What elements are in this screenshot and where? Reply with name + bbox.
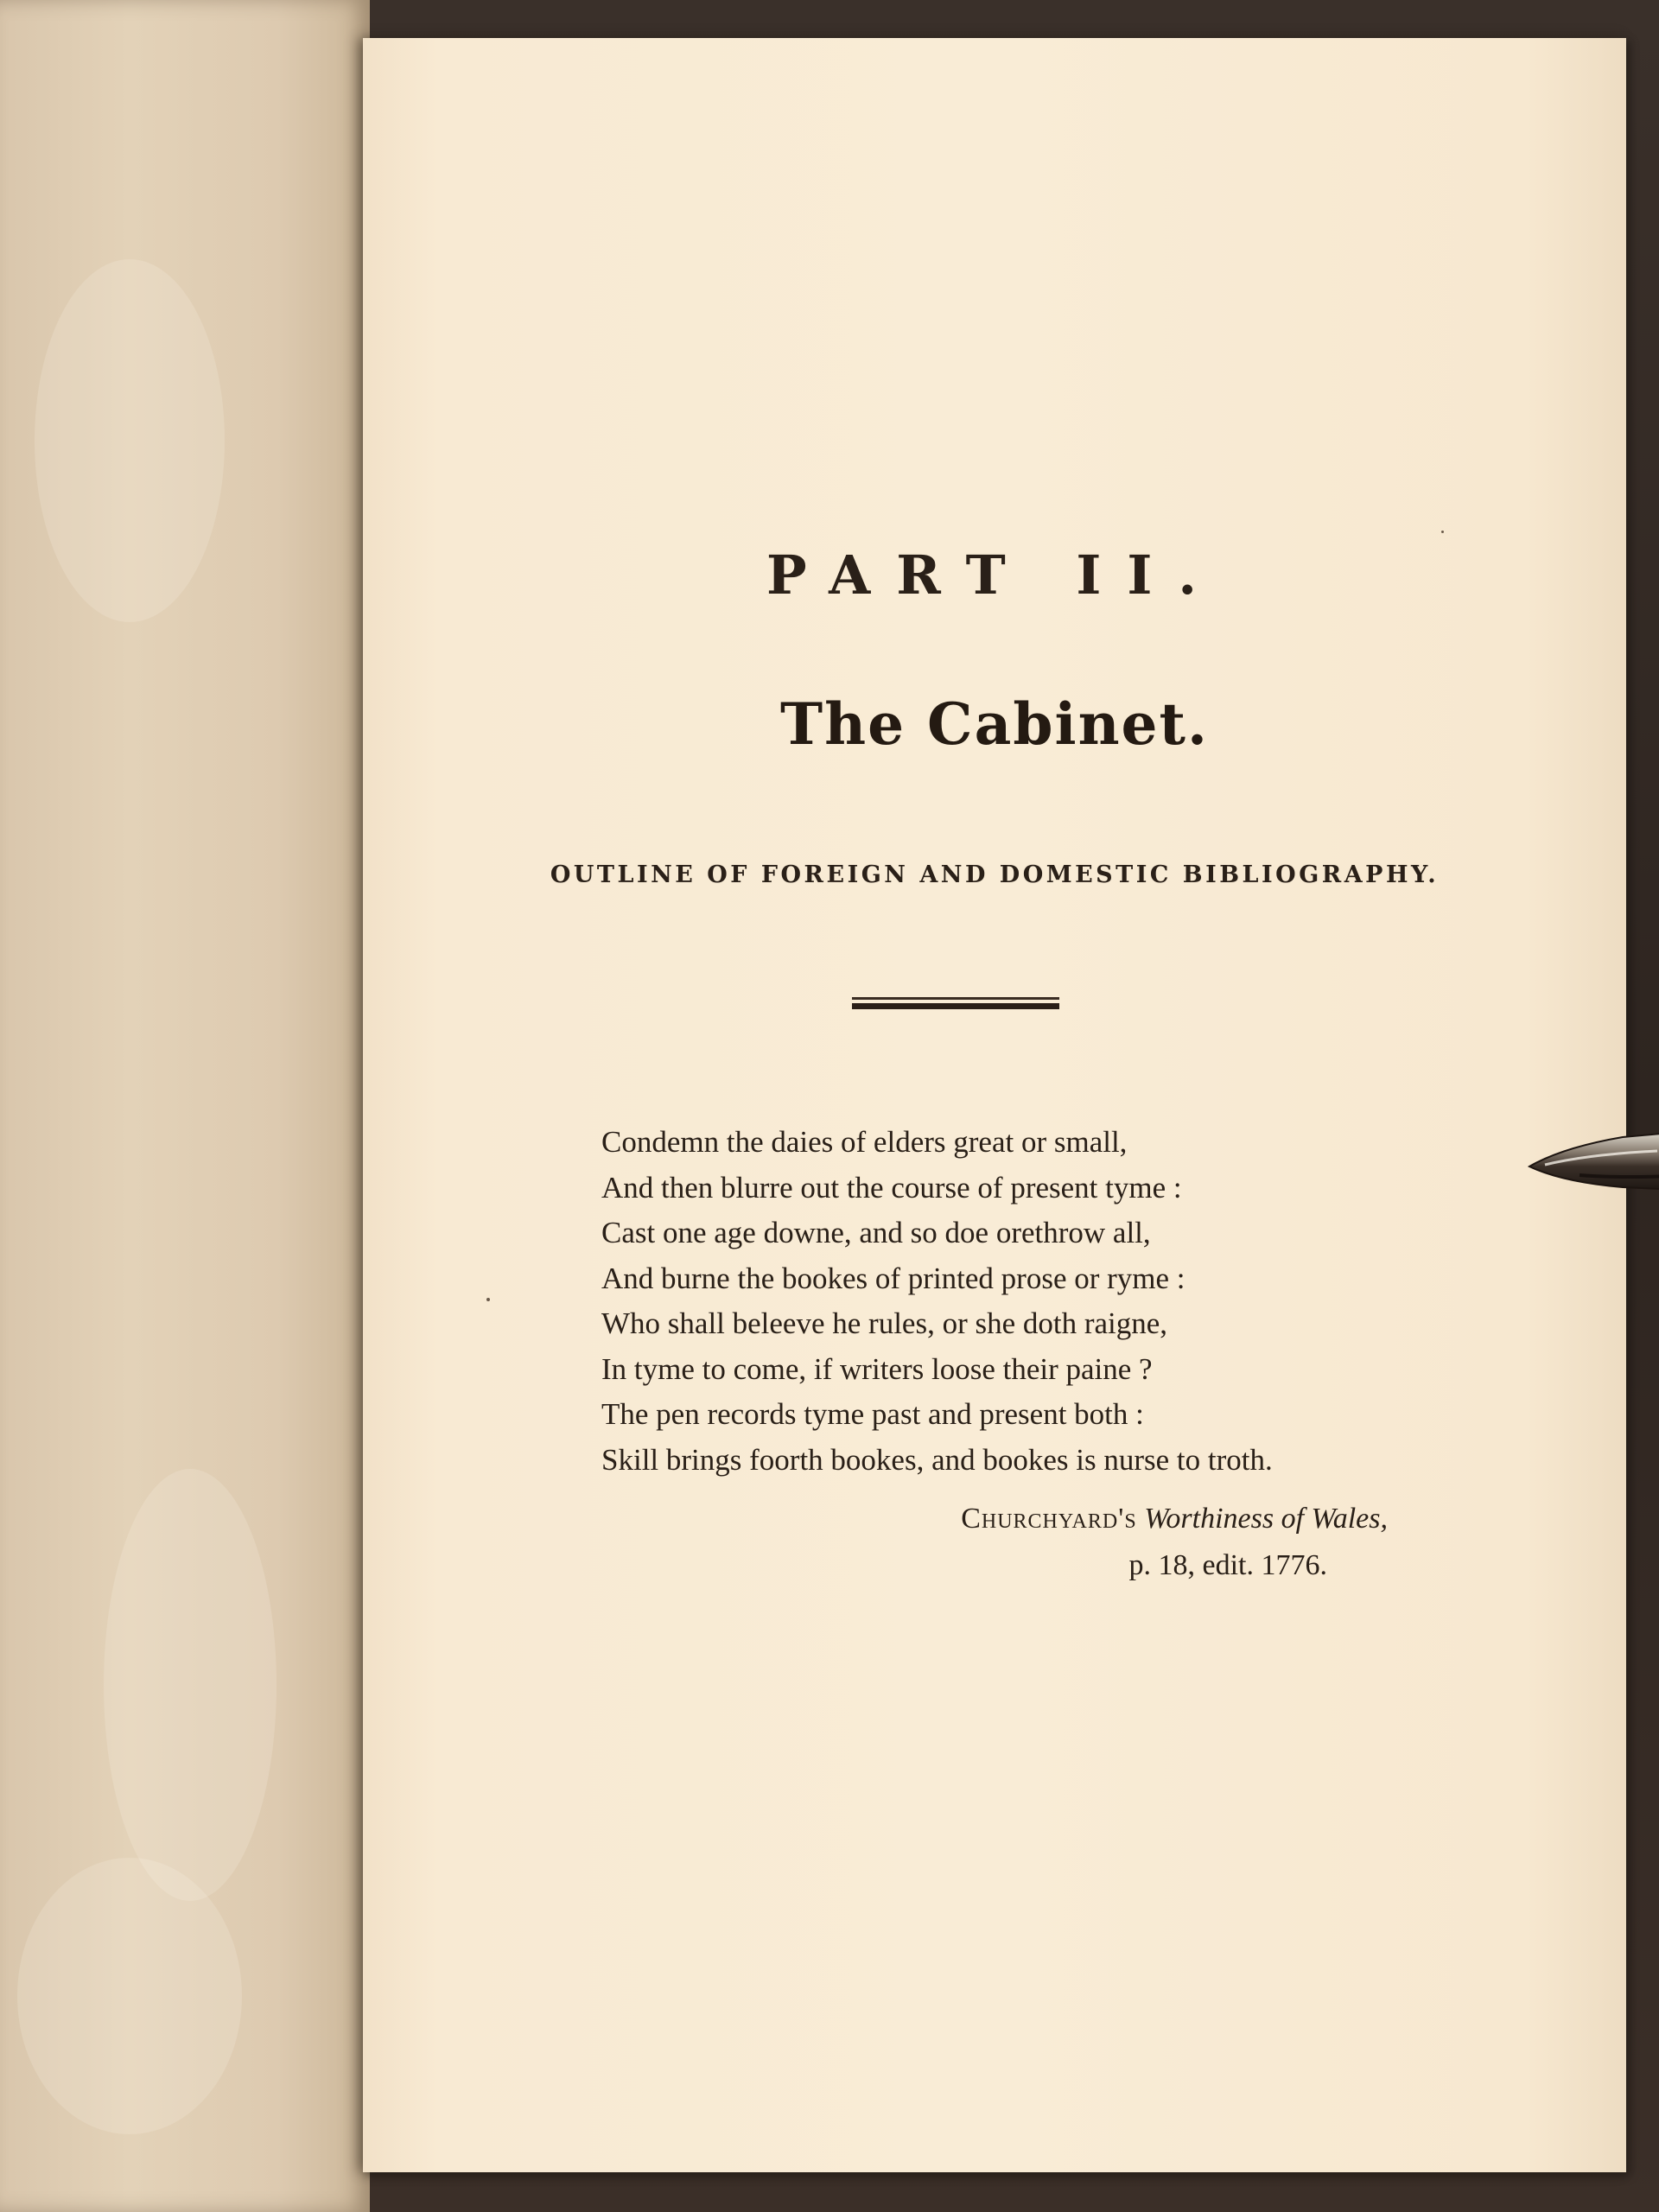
book-page: [363, 38, 1626, 2172]
paper-mottle: [17, 1858, 242, 2134]
poem-line: And burne the bookes of printed prose or ryme :: [601, 1261, 1185, 1295]
poem-line: Condemn the daies of elders great or small,: [601, 1125, 1128, 1159]
attribution-author: Churchyard's: [961, 1503, 1137, 1535]
paper-speck: [486, 1298, 490, 1301]
subtitle: OUTLINE OF FOREIGN AND DOMESTIC BIBLIOGRAPHY.: [550, 861, 1440, 888]
epigraph-poem: [601, 1120, 1465, 1483]
paper-mottle: [104, 1469, 276, 1901]
poem-line: And then blurre out the course of present tyme :: [601, 1170, 1182, 1205]
poem-line: In tyme to come, if writers loose their paine ?: [601, 1351, 1153, 1386]
paper-speck: [1441, 531, 1444, 533]
pen-icon: [1528, 1122, 1659, 1205]
paper-mottle: [35, 259, 225, 622]
left-page: [0, 0, 370, 2212]
epigraph-attribution: [363, 1496, 1388, 1589]
poem-line: Who shall beleeve he rules, or she doth raigne,: [601, 1306, 1168, 1340]
poem-line: Cast one age downe, and so doe orethrow all,: [601, 1216, 1151, 1249]
attribution-edition: p. 18, edit. 1776.: [1128, 1549, 1327, 1581]
double-rule-divider: [852, 997, 1059, 1009]
poem-line: Skill brings foorth bookes, and bookes is nurse to troth.: [601, 1442, 1273, 1477]
part-heading: PART II.: [766, 543, 1223, 607]
section-title: The Cabinet.: [779, 690, 1210, 758]
attribution-work: Worthiness of Wales,: [1144, 1503, 1388, 1535]
poem-line: The pen records tyme past and present both :: [601, 1397, 1144, 1431]
